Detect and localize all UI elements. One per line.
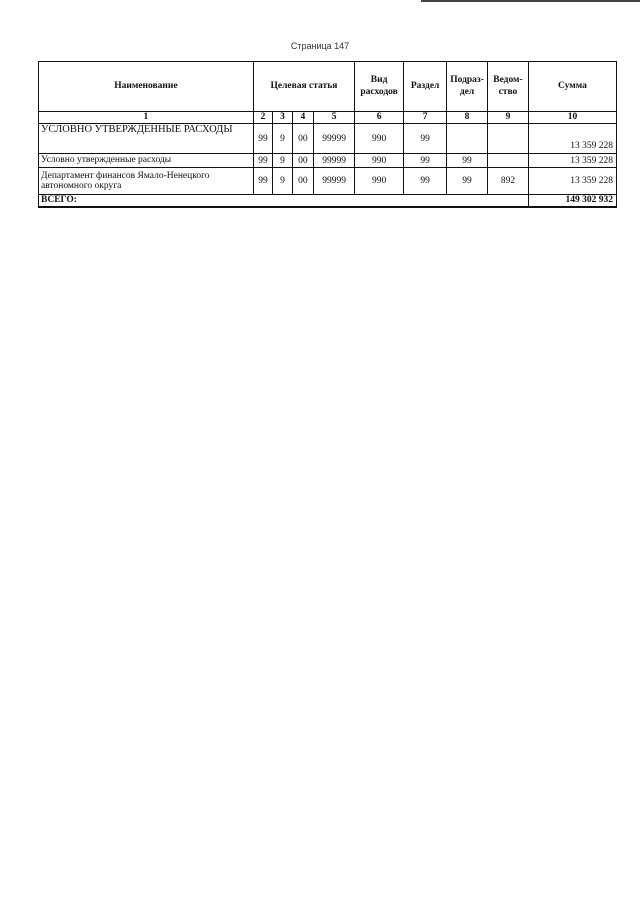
top-rule [421, 0, 640, 2]
target-part-2: 9 [273, 154, 292, 168]
header-target: Целевая статья [253, 62, 354, 112]
vid-cell: 990 [355, 168, 404, 195]
target-part-4: 99999 [314, 168, 355, 195]
vid-cell: 990 [355, 154, 404, 168]
total-row [39, 195, 617, 208]
header-vedomstvo: Ведом-ство [488, 62, 529, 112]
table-row [39, 124, 617, 154]
podrazdel-cell [447, 124, 488, 154]
razdel-cell: 99 [404, 168, 447, 195]
vedomstvo-cell [488, 154, 529, 168]
header-razdel: Раздел [404, 62, 447, 112]
summa-cell: 13 359 228 [528, 124, 616, 154]
target-part-3: 00 [292, 124, 313, 154]
header-name: Наименование [39, 62, 254, 112]
target-part-1: 99 [253, 168, 272, 195]
header-podrazdel: Подраз-дел [447, 62, 488, 112]
column-number: 2 [253, 112, 272, 124]
target-part-4: 99999 [314, 154, 355, 168]
column-number: 5 [314, 112, 355, 124]
podrazdel-cell: 99 [447, 154, 488, 168]
table-row [39, 168, 617, 195]
row-name: Департамент финансов Ямало-Ненецкого автономного округа [39, 168, 254, 195]
target-part-1: 99 [253, 124, 272, 154]
vid-cell: 990 [355, 124, 404, 154]
razdel-cell: 99 [404, 154, 447, 168]
target-part-3: 00 [292, 168, 313, 195]
header-summa: Сумма [528, 62, 616, 112]
column-number: 8 [447, 112, 488, 124]
total-summa: 149 302 932 [528, 195, 616, 208]
column-number: 3 [273, 112, 292, 124]
column-number-row [39, 112, 617, 124]
razdel-cell: 99 [404, 124, 447, 154]
column-number: 4 [292, 112, 313, 124]
podrazdel-cell: 99 [447, 168, 488, 195]
column-number: 10 [528, 112, 616, 124]
target-part-3: 00 [292, 154, 313, 168]
budget-table [38, 61, 617, 208]
summa-cell: 13 359 228 [528, 154, 616, 168]
target-part-1: 99 [253, 154, 272, 168]
table-row [39, 154, 617, 168]
summa-cell: 13 359 228 [528, 168, 616, 195]
column-number: 6 [355, 112, 404, 124]
target-part-2: 9 [273, 124, 292, 154]
row-name: УСЛОВНО УТВЕРЖДЕННЫЕ РАСХОДЫ [39, 124, 254, 154]
total-label: ВСЕГО: [39, 195, 529, 208]
target-part-4: 99999 [314, 124, 355, 154]
header-row [39, 62, 617, 112]
vedomstvo-cell [488, 124, 529, 154]
vedomstvo-cell: 892 [488, 168, 529, 195]
header-vid: Вид расходов [355, 62, 404, 112]
column-number: 7 [404, 112, 447, 124]
column-number: 1 [39, 112, 254, 124]
row-name: Условно утвержденные расходы [39, 154, 254, 168]
target-part-2: 9 [273, 168, 292, 195]
column-number: 9 [488, 112, 529, 124]
page-number: Страница 147 [290, 41, 350, 51]
